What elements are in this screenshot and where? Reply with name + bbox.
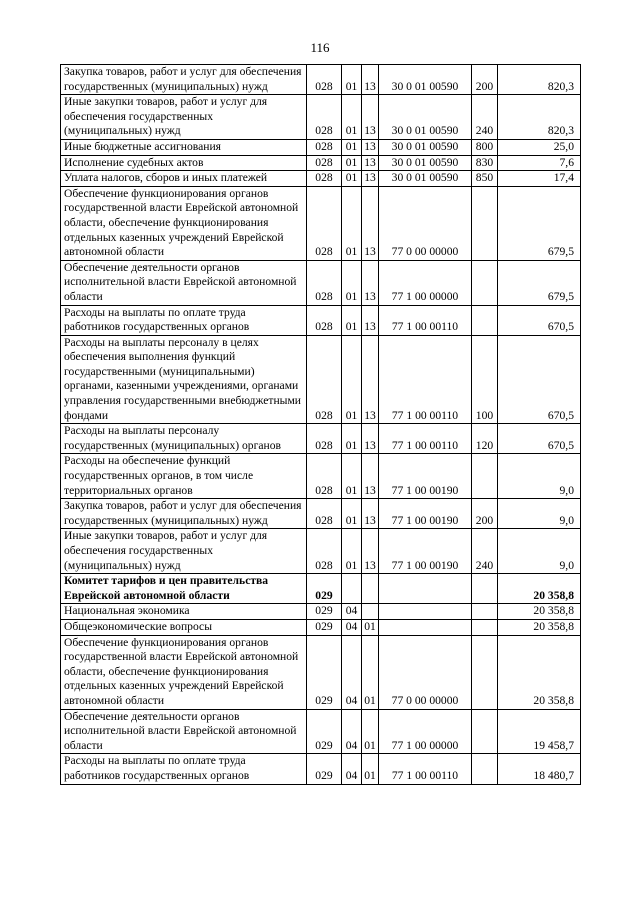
row-target-article: 77 1 00 00000 [379,260,472,305]
row-ministry-code: 028 [307,95,342,140]
row-amount: 7,6 [498,155,581,171]
row-ministry-code: 028 [307,186,342,260]
table-body [61,65,581,785]
row-expense-type: 200 [472,65,498,95]
row-subsection-code: 13 [362,155,379,171]
row-amount: 670,5 [498,305,581,335]
row-amount: 20 358,8 [498,619,581,635]
table-row [61,335,581,424]
row-subsection-code: 13 [362,260,379,305]
row-ministry-code: 028 [307,260,342,305]
row-amount: 9,0 [498,454,581,499]
row-amount: 18 480,7 [498,754,581,784]
row-target-article: 77 1 00 00190 [379,499,472,529]
row-subsection-code [362,604,379,620]
row-ministry-code: 028 [307,139,342,155]
row-section-code: 01 [342,260,362,305]
row-amount: 25,0 [498,139,581,155]
row-ministry-code: 028 [307,454,342,499]
row-amount: 9,0 [498,499,581,529]
row-name: Обеспечение функционирования органов государственной власти Еврейской автономной области, обеспечение функционирования отдельных казенных учреждений Еврейской автономной области [61,186,307,260]
row-name: Комитет тарифов и цен правительства Еврейской автономной области [61,574,307,604]
row-name: Расходы на выплаты по оплате труда работников государственных органов [61,305,307,335]
table-row [61,260,581,305]
row-subsection-code: 13 [362,95,379,140]
row-expense-type: 800 [472,139,498,155]
row-subsection-code: 13 [362,171,379,187]
row-target-article [379,619,472,635]
row-section-code: 04 [342,604,362,620]
row-expense-type [472,635,498,709]
table-row [61,619,581,635]
row-name: Обеспечение деятельности органов исполнительной власти Еврейской автономной области [61,709,307,754]
row-subsection-code: 13 [362,335,379,424]
row-expense-type [472,604,498,620]
row-name: Расходы на выплаты персоналу государственных (муниципальных) органов [61,424,307,454]
row-target-article: 77 1 00 00000 [379,709,472,754]
row-target-article: 30 0 01 00590 [379,65,472,95]
row-name: Расходы на выплаты по оплате труда работников государственных органов [61,754,307,784]
row-target-article: 30 0 01 00590 [379,155,472,171]
row-name: Иные бюджетные ассигнования [61,139,307,155]
row-section-code: 01 [342,171,362,187]
row-subsection-code: 13 [362,424,379,454]
row-amount: 20 358,8 [498,604,581,620]
row-name: Обеспечение функционирования органов государственной власти Еврейской автономной области, обеспечение функционирования отдельных казенных учреждений Еврейской автономной области [61,635,307,709]
row-ministry-code: 028 [307,171,342,187]
row-name: Иные закупки товаров, работ и услуг для обеспечения государственных (муниципальных) нужд [61,529,307,574]
row-name: Обеспечение деятельности органов исполнительной власти Еврейской автономной области [61,260,307,305]
row-subsection-code: 13 [362,454,379,499]
row-name: Исполнение судебных актов [61,155,307,171]
row-expense-type [472,709,498,754]
row-target-article: 77 1 00 00110 [379,424,472,454]
table-row [61,709,581,754]
row-amount: 670,5 [498,335,581,424]
row-amount: 679,5 [498,186,581,260]
row-expense-type [472,305,498,335]
row-subsection-code: 01 [362,754,379,784]
row-target-article: 30 0 01 00590 [379,171,472,187]
row-section-code: 01 [342,335,362,424]
row-ministry-code: 028 [307,424,342,454]
row-expense-type: 830 [472,155,498,171]
page-number: 116 [310,40,330,55]
row-section-code: 01 [342,186,362,260]
table-row [61,95,581,140]
row-expense-type: 850 [472,171,498,187]
row-target-article: 77 0 00 00000 [379,635,472,709]
row-target-article: 30 0 01 00590 [379,139,472,155]
row-section-code: 04 [342,619,362,635]
row-target-article: 30 0 01 00590 [379,95,472,140]
table-row [61,65,581,95]
row-section-code: 01 [342,454,362,499]
row-section-code: 04 [342,709,362,754]
row-expense-type: 120 [472,424,498,454]
row-subsection-code: 01 [362,709,379,754]
row-expense-type [472,754,498,784]
row-name: Уплата налогов, сборов и иных платежей [61,171,307,187]
table-row [61,186,581,260]
row-subsection-code: 13 [362,65,379,95]
budget-table [60,64,581,785]
row-expense-type [472,186,498,260]
row-section-code [342,574,362,604]
table-row [61,574,581,604]
row-amount: 679,5 [498,260,581,305]
table-row [61,754,581,784]
row-ministry-code: 029 [307,574,342,604]
table-row [61,155,581,171]
row-amount: 670,5 [498,424,581,454]
row-expense-type: 200 [472,499,498,529]
row-amount: 820,3 [498,65,581,95]
row-subsection-code: 01 [362,619,379,635]
row-ministry-code: 029 [307,619,342,635]
table-row [61,635,581,709]
row-section-code: 01 [342,305,362,335]
row-subsection-code: 13 [362,305,379,335]
table-row [61,139,581,155]
table-row [61,499,581,529]
row-name: Расходы на выплаты персоналу в целях обеспечения выполнения функций государственными (муниципальными) органами, казенными учреждениями, органами управления государственными внебюджетными фондами [61,335,307,424]
table-row [61,604,581,620]
table-row [61,454,581,499]
row-subsection-code: 13 [362,139,379,155]
row-target-article [379,604,472,620]
row-section-code: 01 [342,139,362,155]
row-name: Закупка товаров, работ и услуг для обеспечения государственных (муниципальных) нужд [61,499,307,529]
row-ministry-code: 028 [307,305,342,335]
row-expense-type [472,454,498,499]
table-row [61,305,581,335]
row-name: Иные закупки товаров, работ и услуг для обеспечения государственных (муниципальных) нужд [61,95,307,140]
row-ministry-code: 028 [307,499,342,529]
row-expense-type [472,574,498,604]
row-target-article: 77 1 00 00190 [379,529,472,574]
table-row [61,529,581,574]
row-target-article: 77 0 00 00000 [379,186,472,260]
row-ministry-code: 028 [307,65,342,95]
row-expense-type: 240 [472,529,498,574]
row-ministry-code: 029 [307,635,342,709]
row-section-code: 04 [342,635,362,709]
row-amount: 19 458,7 [498,709,581,754]
row-target-article: 77 1 00 00110 [379,335,472,424]
row-section-code: 01 [342,155,362,171]
row-amount: 20 358,8 [498,574,581,604]
row-ministry-code: 029 [307,709,342,754]
row-ministry-code: 028 [307,155,342,171]
row-section-code: 01 [342,65,362,95]
row-amount: 17,4 [498,171,581,187]
row-amount: 20 358,8 [498,635,581,709]
row-ministry-code: 029 [307,604,342,620]
row-expense-type [472,619,498,635]
row-subsection-code [362,574,379,604]
row-name: Расходы на обеспечение функций государственных органов, в том числе территориальных органов [61,454,307,499]
row-amount: 820,3 [498,95,581,140]
row-amount: 9,0 [498,529,581,574]
row-target-article: 77 1 00 00110 [379,754,472,784]
row-target-article: 77 1 00 00190 [379,454,472,499]
row-name: Закупка товаров, работ и услуг для обеспечения государственных (муниципальных) нужд [61,65,307,95]
row-subsection-code: 13 [362,499,379,529]
row-ministry-code: 029 [307,754,342,784]
row-name: Общеэкономические вопросы [61,619,307,635]
row-subsection-code: 13 [362,529,379,574]
row-section-code: 01 [342,95,362,140]
row-subsection-code: 01 [362,635,379,709]
row-ministry-code: 028 [307,529,342,574]
table-row [61,424,581,454]
table-row [61,171,581,187]
row-section-code: 04 [342,754,362,784]
row-expense-type: 100 [472,335,498,424]
row-name: Национальная экономика [61,604,307,620]
row-section-code: 01 [342,424,362,454]
row-target-article [379,574,472,604]
row-expense-type [472,260,498,305]
row-expense-type: 240 [472,95,498,140]
row-ministry-code: 028 [307,335,342,424]
row-section-code: 01 [342,529,362,574]
row-target-article: 77 1 00 00110 [379,305,472,335]
row-section-code: 01 [342,499,362,529]
row-subsection-code: 13 [362,186,379,260]
